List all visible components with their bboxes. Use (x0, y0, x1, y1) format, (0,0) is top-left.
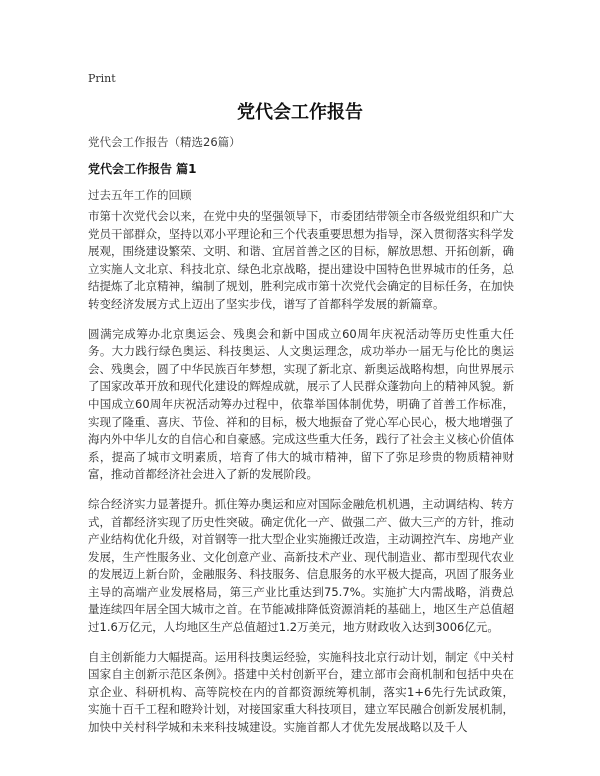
paragraph: 圆满完成筹办北京奥运会、残奥会和新中国成立60周年庆祝活动等历史性重大任务。大力践行绿色奥运、科技奥运、人文奥运理念，成功举办一届无与伦比的奥运会、残奥会，圆了中华民族百年梦想，实现了新北京、新奥运战略构想，向世界展示了国家改革开放和现代化建设的辉煌成就，展示了人民群众蓬勃向上的精神风貌。新中国成立60周年庆祝活动筹办过程中，依靠举国体制优势，明确了首善工作标准，实现了隆重、喜庆、节俭、祥和的目标，极大地振奋了党心军心民心，极大地增强了海内外中华儿女的自信心和自豪感。完成这些重大任务，践行了社会主义核心价值体系，提高了城市文明素质，培育了伟大的城市精神，留下了弥足珍贵的物质精神财富，推动首都经济社会进入了新的发展阶段。 (88, 326, 514, 482)
document-subtitle: 党代会工作报告（精选26篇） (88, 135, 241, 149)
paragraph: 自主创新能力大幅提高。运用科技奥运经验，实施科技北京行动计划，制定《中关村国家自主创新示范区条例》。搭建中关村创新平台，建立部市会商机制和包括中央在京企业、科研机构、高等院校在内的首都资源统筹机制，落实1+6先行先试政策，实施十百千工程和瞪羚计划，对接国家重大科技项目，建立军民融合创新发展机制，加快中关村科学城和未来科技城建设。实施首都人才优先发展战略以及千人 (88, 649, 514, 735)
paragraph: 综合经济实力显著提升。抓住筹办奥运和应对国际金融危机机遇，主动调结构、转方式，首都经济实现了历史性突破。确定优化一产、做强二产、做大三产的方针，推动产业结构优化升级，对首钢等一批大型企业实施搬迁改造，主动调控汽车、房地产业发展，生产性服务业、文化创意产业、高新技术产业、现代制造业、都市型现代农业的发展迈上新台阶，金融服务、科技服务、信息服务的水平极大提高，巩固了服务业主导的高端产业发展格局，第三产业比重达到75.7%。实施扩大内需战略，消费总量连续四年居全国大城市之首。在节能减排降低资源消耗的基础上，地区生产总值超过1.6万亿元，人均地区生产总值超过1.2万美元，地方财政收入达到3006亿元。 (88, 496, 514, 635)
document-title: 党代会工作报告 (237, 102, 363, 123)
print-link[interactable]: Print (88, 72, 116, 85)
intro-line: 过去五年工作的回顾 (88, 188, 192, 202)
paragraph: 市第十次党代会以来，在党中央的坚强领导下，市委团结带领全市各级党组织和广大党员干部群众，坚持以邓小平理论和三个代表重要思想为指导，深入贯彻落实科学发展观，围绕建设繁荣、文明、和谐、宜居首善之区的目标，解放思想、开拓创新，确立实施人文北京、科技北京、绿色北京战略，提出建设中国特色世界城市的任务，总结提炼了北京精神，编制了规划，胜利完成市第十次党代会确定的目标任务，在加快转变经济发展方式上迈出了坚实步伐，谱写了首都科学发展的新篇章。 (88, 209, 514, 311)
section-heading: 党代会工作报告 篇1 (88, 162, 197, 176)
document-body (88, 208, 514, 749)
